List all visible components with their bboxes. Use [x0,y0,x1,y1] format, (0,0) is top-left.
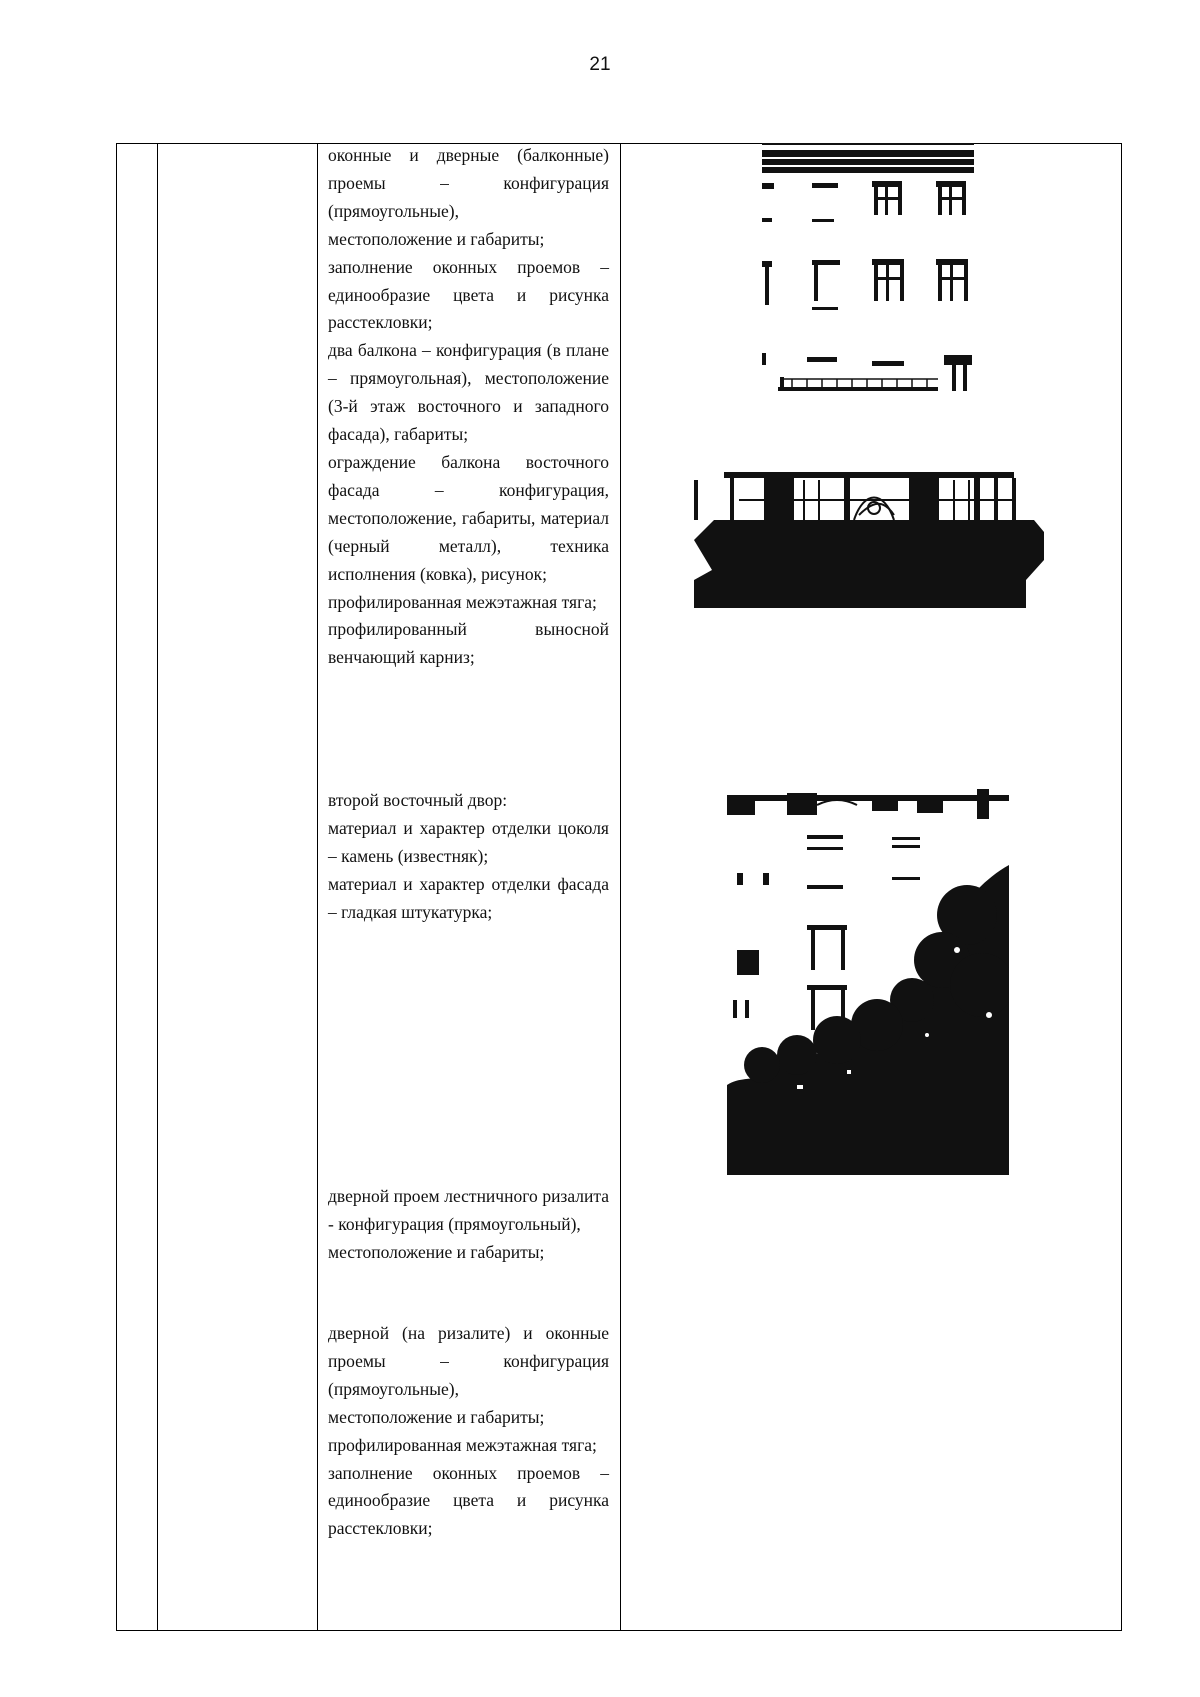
feature-stair-door-location: местоположение и габариты; [328,1241,545,1262]
page-number: 21 [589,54,611,75]
features-block-facade [328,142,609,672]
features-block-courtyard [328,787,609,927]
feature-plinth-finish: материал и характер отделки цоколя – камень (известняк); [328,817,609,866]
feature-openings-location: местоположение и габариты; [328,228,545,249]
courtyard-heading: второй восточный двор: [328,790,508,810]
feature-risalit-openings: дверной (на ризалите) и оконные проемы – конфигурация (прямоугольные), [328,1323,609,1399]
feature-cornice: профилированный выносной венчающий карниз; [328,619,609,668]
features-block-risalit [328,1320,609,1543]
courtyard-facade-photo [727,785,1009,1175]
feature-facade-finish: материал и характер отделки фасада – гладкая штукатурка; [328,873,609,922]
feature-risalit-location: местоположение и габариты; [328,1406,545,1427]
facade-windows-photo [762,143,974,413]
feature-risalit-string-course: профилированная межэтажная тяга; [328,1434,597,1455]
feature-balconies: два балкона – конфигурация (в плане – прямоугольная), местоположение (3-й этаж восточного и западного фасада), габариты; [328,340,609,445]
feature-window-fill: заполнение оконных проемов – единообразие цвета и рисунка расстекловки; [328,256,609,333]
feature-risalit-window-fill: заполнение оконных проемов – единообразие цвета и рисунка расстекловки; [328,1462,609,1539]
features-block-stair-door [328,1183,609,1267]
balcony-railing-photo [694,470,1044,608]
feature-balcony-railing: ограждение балкона восточного фасада – конфигурация, местоположение, габариты, материал (черный металл), техника исполнения (ковка), рисунок; [328,451,609,584]
column-divider-3 [620,144,621,1630]
feature-openings: оконные и дверные (балконные) проемы – конфигурация (прямоугольные), [328,145,609,221]
feature-string-course: профилированная межэтажная тяга; [328,591,597,612]
column-divider-2 [317,144,318,1630]
column-divider-1 [157,144,158,1630]
feature-stair-door: дверной проем лестничного ризалита - конфигурация (прямоугольный), [328,1186,609,1234]
